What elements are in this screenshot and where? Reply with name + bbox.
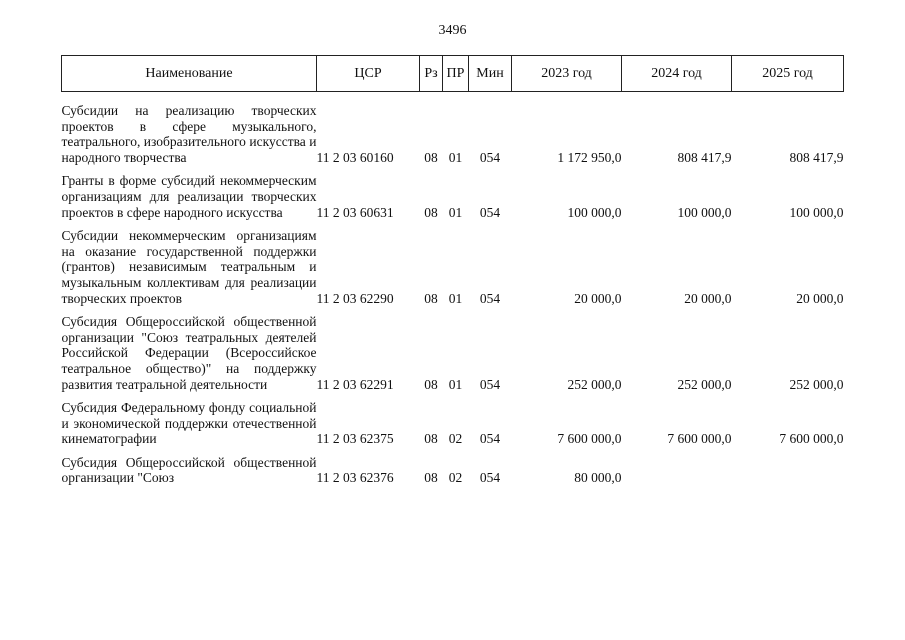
table-row [62,314,844,392]
row-2023: 100 000,0 [567,204,622,220]
budget-table [61,55,844,486]
row-pr: 01 [448,149,463,165]
row-rz: 08 [424,149,438,165]
row-rz: 08 [424,431,438,447]
row-min: 054 [479,431,501,447]
row-pr: 01 [448,290,463,306]
row-name: Субсидия Общероссийской общественной организации "Союз [61,454,317,486]
table-row [62,173,844,220]
row-2023: 20 000,0 [574,290,622,306]
row-name: Гранты в форме субсидий некоммерческим организациям для реализации творческих проектов в сфере народного искусства [61,173,317,220]
row-name: Субсидии на реализацию творческих проектов в сфере музыкального, театрального, изобразительного искусства и народного творчества [61,103,317,165]
row-pr: 02 [448,470,463,486]
row-min: 054 [479,470,501,486]
row-min: 054 [479,290,501,306]
col-header-2025: 2025 год [732,56,844,92]
row-2025: 100 000,0 [789,204,844,220]
row-2023: 80 000,0 [574,470,622,486]
table-row [62,228,844,306]
row-min: 054 [479,376,501,392]
row-name: Субсидия Федеральному фонду социальной и экономической поддержки отечественной кинематографии [61,400,317,447]
row-rz: 08 [424,290,438,306]
row-2023: 1 172 950,0 [557,149,622,165]
row-name: Субсидии некоммерческим организациям на оказание государственной поддержки (грантов) независимым театральным и музыкальным коллективам для реализации творческих проектов [61,228,317,306]
row-2024: 100 000,0 [677,204,732,220]
row-pr: 02 [448,431,463,447]
row-csr: 11 2 03 62375 [316,431,394,447]
header-row [62,56,844,92]
row-2024: 7 600 000,0 [667,431,732,447]
row-2025: 808 417,9 [789,149,844,165]
row-rz: 08 [424,376,438,392]
col-header-pr: ПР [443,56,469,92]
row-csr: 11 2 03 62290 [316,290,394,306]
col-header-2023: 2023 год [512,56,622,92]
table-row [62,103,844,165]
row-csr: 11 2 03 60631 [316,204,394,220]
row-rz: 08 [424,470,438,486]
row-2025 [732,455,844,486]
row-2025: 20 000,0 [796,290,844,306]
col-header-min: Мин [469,56,512,92]
page-number: 3496 [438,23,467,38]
row-2025: 252 000,0 [789,376,844,392]
row-pr: 01 [448,376,463,392]
table-row [62,400,844,447]
row-2023: 7 600 000,0 [557,431,622,447]
row-2024: 252 000,0 [677,376,732,392]
row-2023: 252 000,0 [567,376,622,392]
table-row [62,455,844,486]
row-2024 [622,455,732,486]
row-min: 054 [479,204,501,220]
row-2024: 808 417,9 [677,149,732,165]
row-name: Субсидия Общероссийской общественной организации "Союз театральных деятелей Российской Федерации (Всероссийское театральное общество)" на поддержку развития театральной деятельности [61,314,317,392]
row-csr: 11 2 03 62291 [316,376,394,392]
col-header-rz: Рз [420,56,443,92]
row-rz: 08 [424,204,438,220]
col-header-name: Наименование [62,56,317,92]
row-pr: 01 [448,204,463,220]
row-2025: 7 600 000,0 [779,431,844,447]
col-header-csr: ЦСР [317,56,420,92]
col-header-2024: 2024 год [622,56,732,92]
row-min: 054 [479,149,501,165]
row-2024: 20 000,0 [684,290,732,306]
row-csr: 11 2 03 62376 [316,470,394,486]
row-csr: 11 2 03 60160 [316,149,394,165]
